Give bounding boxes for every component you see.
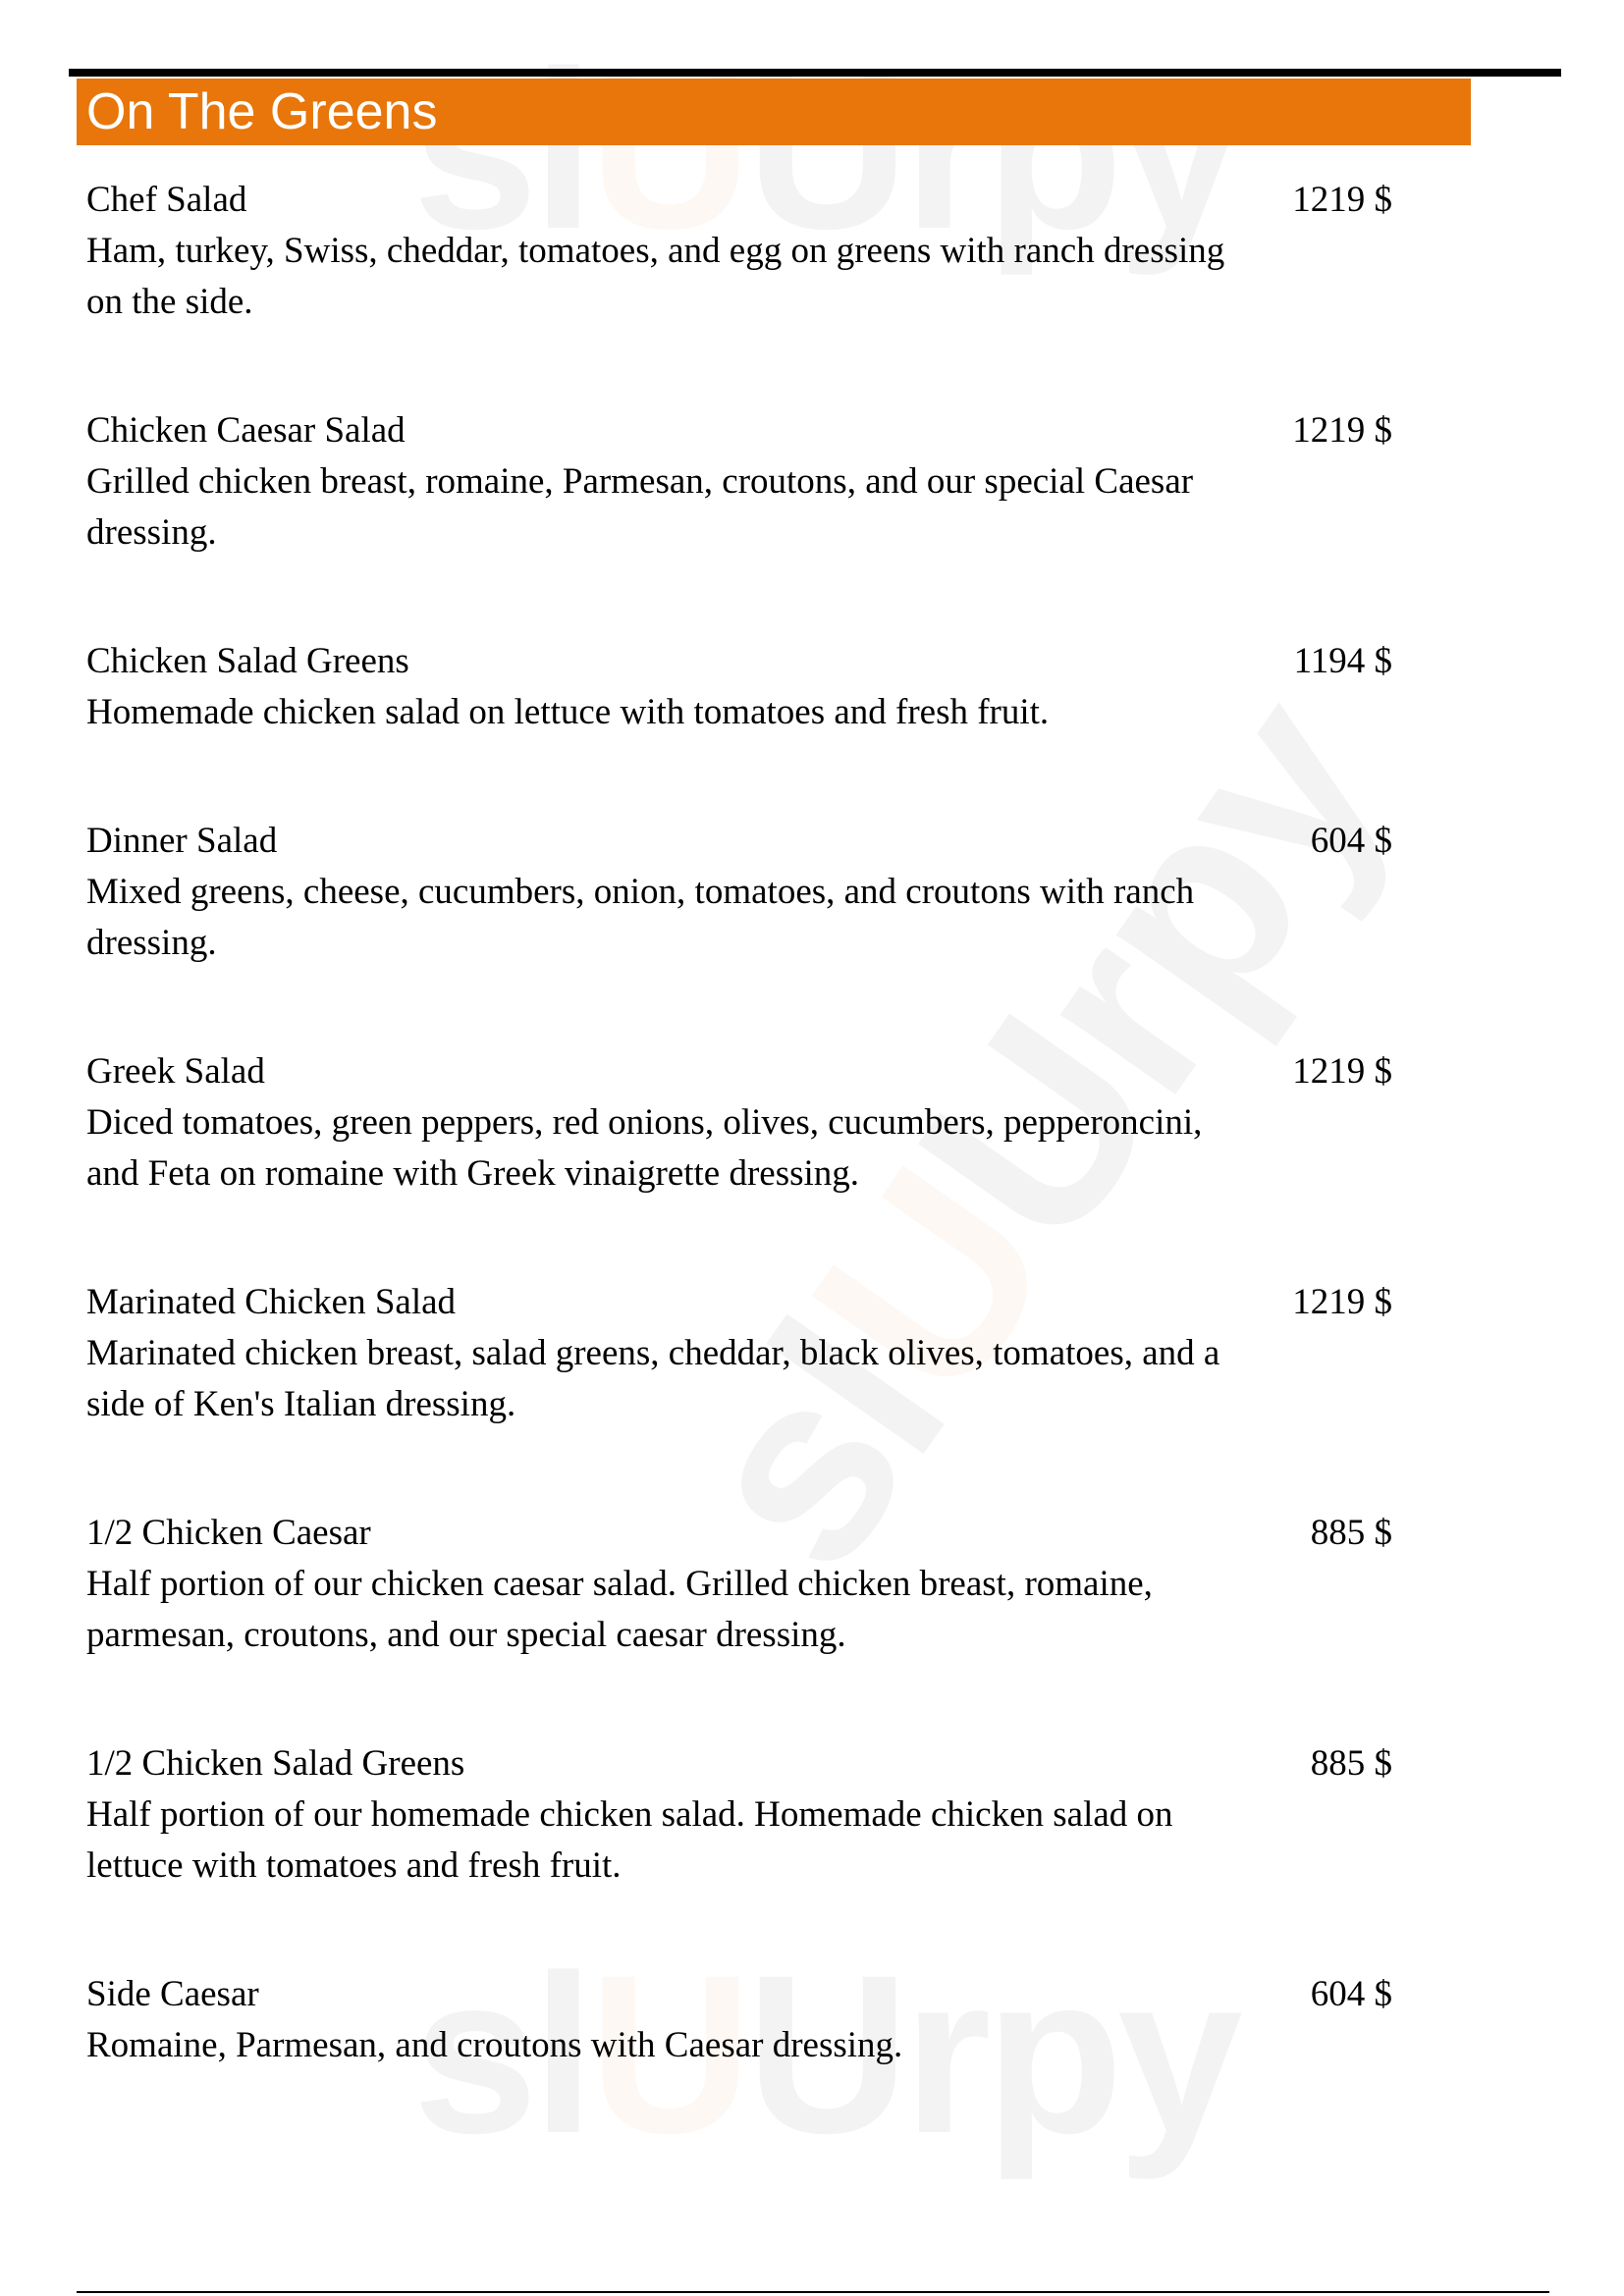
item-price: 885 $ xyxy=(1310,1513,1392,1553)
item-description: Ham, turkey, Swiss, cheddar, tomatoes, and egg on greens with ranch dressing on the side. xyxy=(86,231,1225,322)
menu-item xyxy=(86,1508,1392,1738)
menu-item xyxy=(86,636,1392,816)
item-description: Half portion of our chicken caesar salad. Grilled chicken breast, romaine, parmesan, croutons, and our special caesar dressing. xyxy=(86,1564,1153,1655)
item-name: Dinner Salad xyxy=(86,821,278,861)
menu-item xyxy=(86,405,1392,636)
item-name: Chicken Caesar Salad xyxy=(86,410,406,451)
item-price: 1194 $ xyxy=(1293,641,1392,681)
item-price: 1219 $ xyxy=(1292,180,1392,220)
item-description: Grilled chicken breast, romaine, Parmesan, croutons, and our special Caesar dressing. xyxy=(86,461,1194,553)
menu-item xyxy=(86,1969,1392,2200)
item-name: Side Caesar xyxy=(86,1974,259,2014)
menu-item xyxy=(86,1046,1392,1277)
item-description: Half portion of our homemade chicken salad. Homemade chicken salad on lettuce with tomatoes and fresh fruit. xyxy=(86,1794,1173,1886)
item-description: Mixed greens, cheese, cucumbers, onion, tomatoes, and croutons with ranch dressing. xyxy=(86,872,1195,963)
item-name: Greek Salad xyxy=(86,1051,265,1092)
bottom-divider xyxy=(77,2291,1549,2293)
item-name: Marinated Chicken Salad xyxy=(86,1282,457,1322)
menu-item xyxy=(86,816,1392,1046)
item-name: 1/2 Chicken Salad Greens xyxy=(86,1743,465,1784)
item-description: Homemade chicken salad on lettuce with tomatoes and fresh fruit. xyxy=(86,692,1050,732)
menu-item xyxy=(86,1738,1392,1969)
item-name: Chicken Salad Greens xyxy=(86,641,409,681)
section-title: On The Greens xyxy=(86,83,438,140)
item-description: Marinated chicken breast, salad greens, cheddar, black olives, tomatoes, and a side of Ken's Italian dressing. xyxy=(86,1333,1220,1424)
top-divider xyxy=(69,69,1561,77)
item-description: Diced tomatoes, green peppers, red onions, olives, cucumbers, pepperoncini, and Feta on romaine with Greek vinaigrette dressing. xyxy=(86,1102,1203,1194)
item-price: 604 $ xyxy=(1310,821,1392,861)
item-name: 1/2 Chicken Caesar xyxy=(86,1513,371,1553)
item-price: 1219 $ xyxy=(1292,410,1392,451)
menu-list xyxy=(86,175,1392,2200)
item-price: 604 $ xyxy=(1310,1974,1392,2014)
menu-item xyxy=(86,1277,1392,1508)
item-name: Chef Salad xyxy=(86,180,247,220)
menu-item xyxy=(86,175,1392,405)
item-price: 1219 $ xyxy=(1292,1282,1392,1322)
item-price: 885 $ xyxy=(1310,1743,1392,1784)
item-price: 1219 $ xyxy=(1292,1051,1392,1092)
item-description: Romaine, Parmesan, and croutons with Caesar dressing. xyxy=(86,2025,903,2065)
